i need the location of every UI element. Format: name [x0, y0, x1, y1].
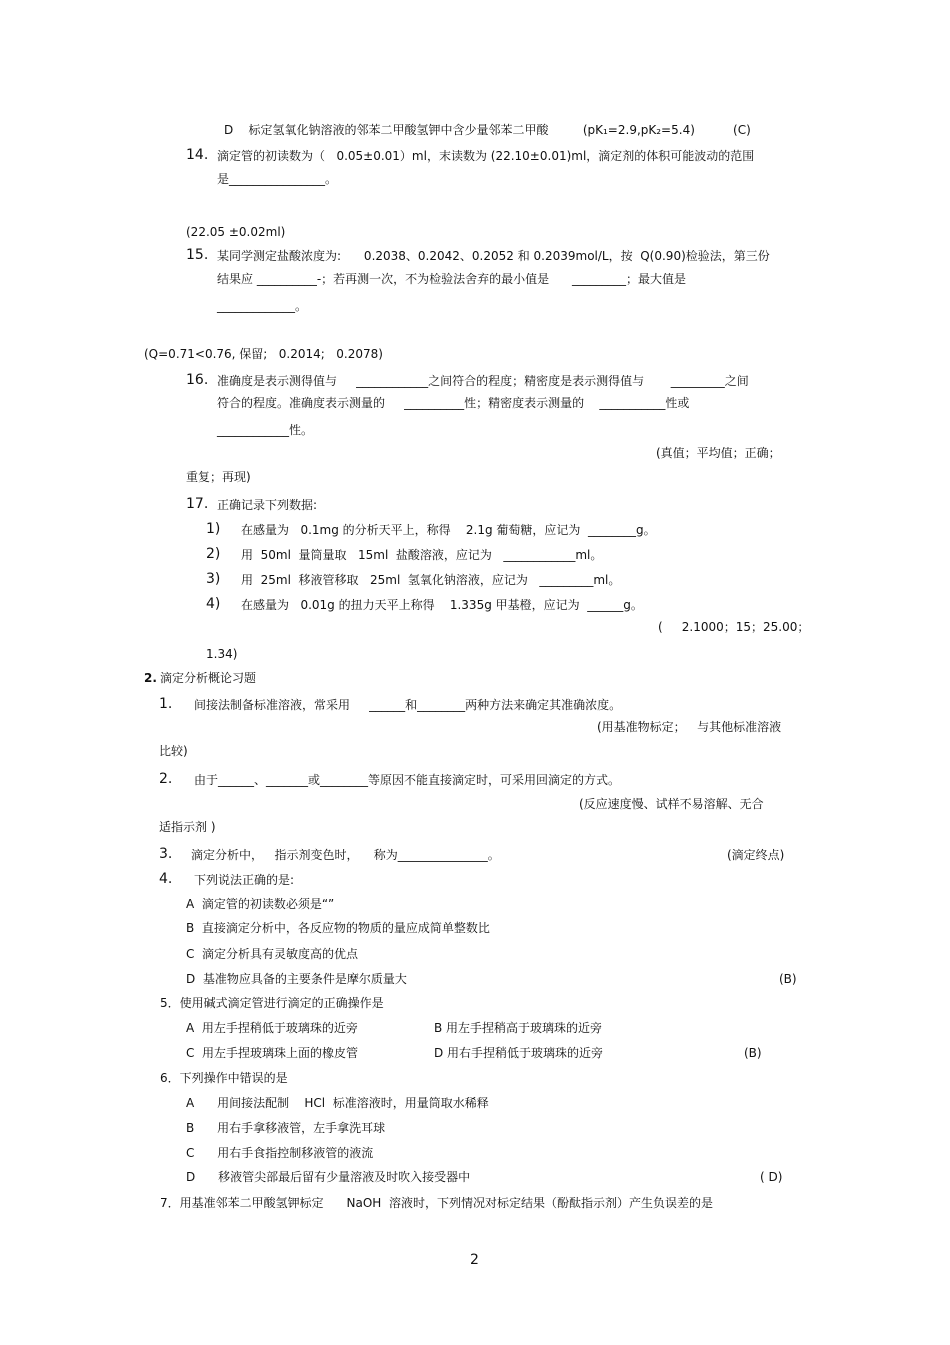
- question-15-text-cont: 结果应 __________-；若再测一次，不为检验法舍弃的最小值是 _________；最大值是: [217, 272, 687, 286]
- problem-6-option-d: D 移液管尖部最后留有少量溶液及时吹入接受器中: [186, 1170, 471, 1184]
- problem-5-option-a: A 用左手捏稍低于玻璃珠的近旁: [186, 1021, 358, 1035]
- problem-2-answer-cont: 适指示剂 ): [159, 820, 216, 834]
- question-17-answer: ( 2.1000；15；25.00；: [658, 620, 810, 634]
- question-17-text: 正确记录下列数据:: [217, 498, 318, 512]
- problem-2-text: 由于______、_______或________等原因不能直接滴定时，可采用回滴定的方式。: [194, 773, 621, 787]
- question-15-number: 15.: [186, 247, 209, 263]
- question-17-answer-cont: 1.34): [206, 647, 238, 661]
- question-16-answer: (真值；平均值；正确；: [656, 446, 781, 460]
- sub-3-number: 3): [206, 571, 221, 587]
- question-16-number: 16.: [186, 372, 209, 388]
- question-14-text-cont: 是________________。: [217, 172, 338, 186]
- page-number: 2: [470, 1252, 479, 1268]
- problem-6-text: 6．下列操作中错误的是: [160, 1071, 288, 1085]
- problem-3-text: 滴定分析中， 指示剂变色时， 称为_______________。: [191, 848, 500, 862]
- question-14-text: 滴定管的初读数为（ 0.05±0.01）ml，末读数为 (22.10±0.01)ml，滴定剂的体积可能波动的范围: [217, 149, 755, 163]
- question-14-answer: (22.05 ±0.02ml): [186, 225, 286, 239]
- problem-1-answer-cont: 比较): [159, 744, 188, 758]
- problem-5-answer: (B): [744, 1046, 762, 1060]
- problem-6-answer: ( D): [760, 1170, 783, 1184]
- problem-5-option-d: D 用右手捏稍低于玻璃珠的近旁: [434, 1046, 604, 1060]
- question-16-answer-cont: 重复；再现): [186, 470, 251, 484]
- question-15-text-cont2: _____________。: [217, 299, 308, 313]
- section-2-title: 滴定分析概论习题: [160, 671, 257, 685]
- problem-4-option-b: B 直接滴定分析中，各反应物的物质的量应成简单整数比: [186, 921, 490, 935]
- question-15-text: 某同学测定盐酸浓度为: 0.2038、0.2042、0.2052 和 0.2039mol/L，按 Q(0.90)检验法，第三份: [217, 249, 770, 263]
- question-16-text: 准确度是表示测得值与 ____________之间符合的程度；精密度是表示测得值与 _________之间: [217, 374, 749, 388]
- question-14-number: 14.: [186, 147, 209, 163]
- problem-2-answer: (反应速度慢、试样不易溶解、无合: [579, 797, 764, 811]
- question-16-text-cont2: ____________性。: [217, 423, 314, 437]
- problem-1-answer: (用基准物标定； 与其他标准溶液: [597, 720, 782, 734]
- sub-2-text: 用 50ml 量筒量取 15ml 盐酸溶液，应记为 ____________ml。: [241, 548, 603, 562]
- problem-5-option-c: C 用左手捏玻璃珠上面的橡皮管: [186, 1046, 359, 1060]
- problem-5-text: 5．使用碱式滴定管进行滴定的正确操作是: [160, 996, 384, 1010]
- problem-4-option-c: C 滴定分析具有灵敏度高的优点: [186, 947, 359, 961]
- sub-1-number: 1): [206, 521, 221, 537]
- question-15-answer: (Q=0.71<0.76, 保留; 0.2014; 0.2078): [144, 347, 383, 361]
- problem-1-number: 1.: [159, 696, 173, 712]
- problem-4-option-a: A 滴定管的初读数必须是“”: [186, 897, 335, 911]
- question-17-number: 17.: [186, 496, 209, 512]
- problem-2-number: 2.: [159, 771, 173, 787]
- problem-4-answer: (B): [779, 972, 797, 986]
- sub-1-text: 在感量为 0.1mg 的分析天平上，称得 2.1g 葡萄糖，应记为 ________g。: [241, 523, 656, 537]
- sub-3-text: 用 25ml 移液管移取 25ml 氢氧化钠溶液，应记为 _________ml。: [241, 573, 621, 587]
- problem-4-number: 4.: [159, 871, 173, 887]
- sub-4-number: 4): [206, 596, 221, 612]
- problem-3-answer: (滴定终点): [727, 848, 785, 862]
- sub-2-number: 2): [206, 546, 221, 562]
- option-d-line: D 标定氢氧化钠溶液的邻苯二甲酸氢钾中含少量邻苯二甲酸 (pK₁=2.9,pK₂=5.4) (C): [224, 123, 751, 137]
- problem-6-option-b: B 用右手拿移液管，左手拿洗耳球: [186, 1121, 386, 1135]
- problem-6-option-a: A 用间接法配制 HCl 标准溶液时，用量筒取水稀释: [186, 1096, 489, 1110]
- question-16-text-cont: 符合的程度。准确度表示测量的 __________性；精密度表示测量的 ___________性或: [217, 396, 690, 410]
- problem-5-option-b: B 用左手捏稍高于玻璃珠的近旁: [434, 1021, 603, 1035]
- problem-4-option-d: D 基准物应具备的主要条件是摩尔质量大: [186, 972, 407, 986]
- sub-4-text: 在感量为 0.01g 的扭力天平上称得 1.335g 甲基橙，应记为 ______g。: [241, 598, 643, 612]
- problem-1-text: 间接法制备标准溶液，常采用 ______和________两种方法来确定其准确浓度。: [194, 698, 622, 712]
- section-2-number: 2.: [144, 671, 157, 685]
- problem-3-number: 3.: [159, 846, 173, 862]
- problem-7-text: 7．用基准邻苯二甲酸氢钾标定 NaOH 溶液时，下列情况对标定结果（酚酞指示剂）产生负误差的是: [160, 1196, 713, 1210]
- problem-6-option-c: C 用右手食指控制移液管的液流: [186, 1146, 374, 1160]
- problem-4-text: 下列说法正确的是:: [194, 873, 295, 887]
